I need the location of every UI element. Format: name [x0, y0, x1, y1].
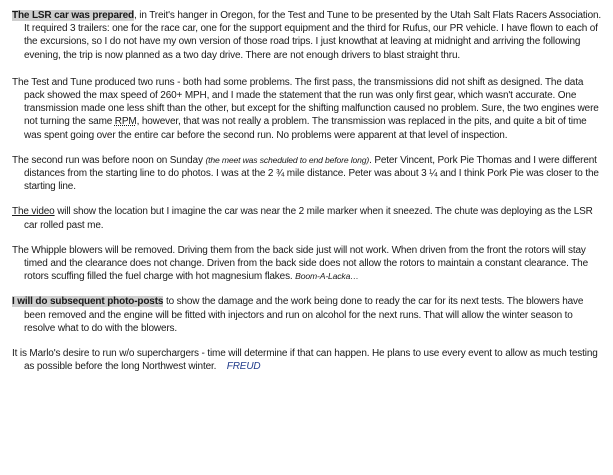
paragraph-text: to show the damage and the work being done to ready the car for its next tests. The blowers have been removed and the engine will be fitted with injectors and run on alcohol for the next runs. That will allow the winter season to resolve what to do with the blowers. [24, 296, 584, 334]
paragraph-lsr-car-prepared [12, 9, 605, 62]
highlight-lsr-car-prepared: The LSR car was prepared [12, 10, 135, 21]
paragraph-text: , in Treit's hanger in Oregon, for the Test and Tune to be presented by the Utah Salt Flats Racers Association. It required 3 trailers: one for the race car, one for the support equipment and the third for Rufus, our PR vehicle. I have flown to each of the excursions, so I do not have my own version of those road trips. I just knowthat at leaving at midnight and arriving the following evening, the trip is now planned as a two day drive. There are not enough drivers to blast straight thru. [24, 10, 602, 61]
paragraph-text: It is Marlo's desire to run w/o superchargers - time will determine if that can happen. He plans to use every event to allow as much testing as possible before the long Northwest winter. [12, 348, 598, 373]
highlight-photo-posts: I will do subsequent photo-posts [12, 296, 164, 308]
paragraph-second-run [12, 154, 605, 194]
paragraph-test-and-tune [12, 76, 605, 142]
paragraph-video [12, 205, 605, 231]
paragraph-text: . Peter Vincent, Pork Pie Thomas and I were different distances from the starting line to do photos. I was at the 2 ¾ mile distance. Peter was about 3 ¼ and I think Pork Pie was closer to the starting line. [24, 154, 599, 193]
meet-schedule-note: (the meet was scheduled to end before long) [205, 154, 370, 165]
paragraph-text: The Test and Tune produced two runs - both had some problems. The first pass, the transmissions did not shift as designed. The data pack showed the max speed of 260+ MPH, and I made the statement that the run was only first gear, which wasn't accurate. One transmission made one less shift than the other, but except for the shifting malfunction caused no problem. Sure, the two engines were not turning the same [12, 76, 599, 128]
paragraph-marlo-desire [12, 347, 605, 373]
paragraph-text: The Whipple blowers will be removed. Driving them from the back side just will not work. When driven from the front the rotors will stay timed and the clearance does not change. Driven from the back side does not allow the rotors to maintain a constant clearance. The rotors scuffing filled the fuel charge with hot magnesium flakes. [12, 244, 588, 283]
signature-freud: FREUD [226, 361, 261, 373]
rpm-term: RPM [114, 116, 137, 128]
paragraph-photo-posts [12, 295, 605, 335]
paragraph-text: The second run was before noon on Sunday [12, 154, 206, 166]
paragraph-text: will show the location but I imagine the car was near the 2 mile marker when it sneezed. The chute was deploying as the LSR car rolled past me. [24, 206, 593, 231]
paragraph-text: , however, that was not really a problem. The transmission was replaced in the pits, and quite a bit of time was spent going over the entire car before the second run. No problems were apparent at that level of inspection. [24, 116, 587, 141]
video-link[interactable]: The video [12, 206, 55, 218]
paragraph-whipple-blowers [12, 244, 605, 284]
boom-a-lacka-aside: Boom-A-Lacka… [295, 271, 359, 282]
